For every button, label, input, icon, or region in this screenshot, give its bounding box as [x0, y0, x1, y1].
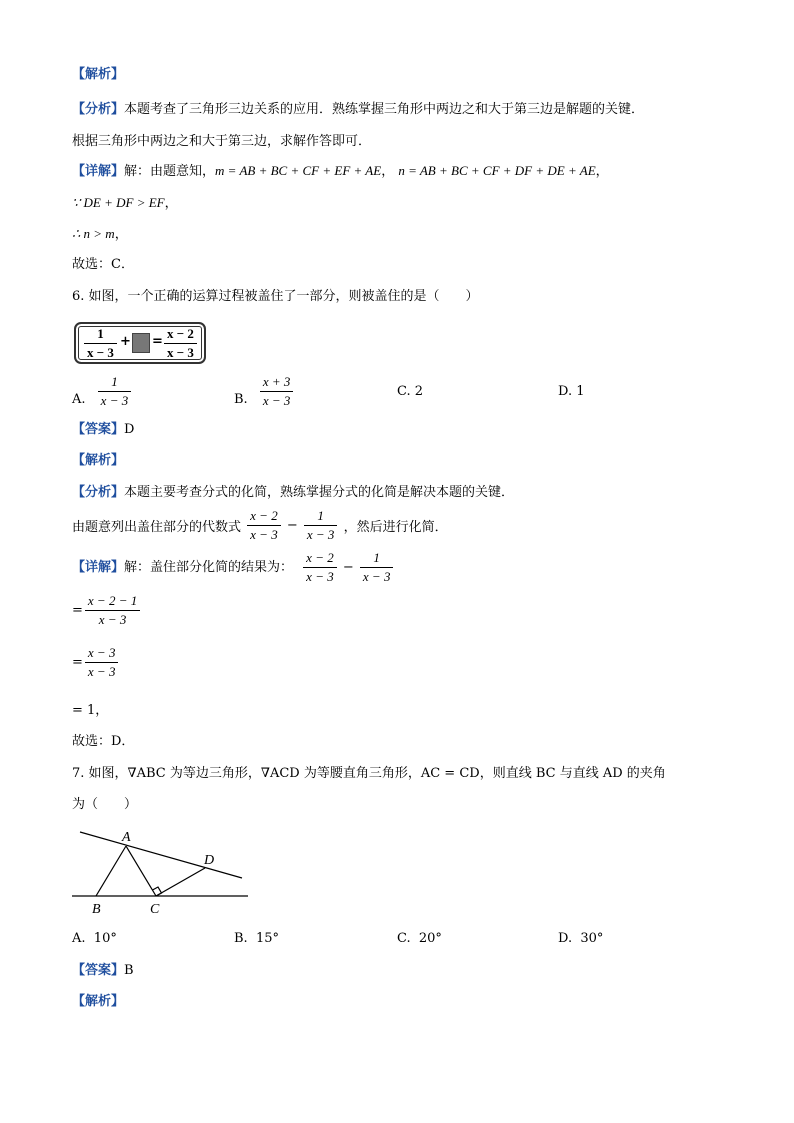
analysis-tag: 【分析】 [72, 102, 125, 117]
segment-ac [126, 846, 156, 896]
jiexi-heading-6: 【解析】 [72, 453, 125, 468]
question-7-line-2: 为（ ） [72, 797, 138, 812]
q7-option-a: A. 10° [72, 931, 117, 946]
because-line: ∵ DE + DF > EF， [72, 195, 178, 211]
jiexi-heading-7: 【解析】 [72, 994, 125, 1009]
detail-lead: 解：由题意知， [124, 164, 216, 179]
label-b: B [92, 902, 101, 917]
final-answer-6: 故选：D． [72, 734, 135, 749]
detail-line-6: 【详解】解：盖住部分化简的结果为： $\frac{x - 2}{x - 3}$ − $\frac{1}{x - 3}$ [72, 550, 395, 585]
analysis-line-6: 【分析】本题主要考查分式的化简，熟练掌握分式的化简是解决本题的关键． [72, 485, 515, 500]
answer-line-6: 【答案】D [72, 422, 135, 437]
q7-option-d: D. 30° [558, 931, 604, 946]
step-2: = $\frac{x - 3}{x - 3}$ [72, 645, 120, 680]
label-d: D [204, 853, 215, 868]
covered-block [132, 333, 150, 353]
covered-expression-card: $\frac{1}{x - 3}$ + = $\frac{x - 2}{x - 3}$ [74, 322, 206, 364]
m-expression: m = AB + BC + CF + EF + AE [215, 163, 382, 178]
setup-line-6: 由题意列出盖住部分的代数式 $\frac{x - 2}{x - 3}$ − $\frac{1}{x - 3}$ ，然后进行化简． [72, 508, 448, 542]
triangle-figure [70, 826, 260, 918]
answer-line-7: 【答案】B [72, 963, 134, 978]
step-1: = $\frac{x - 2 - 1}{x - 3}$ [72, 593, 142, 628]
question-7-line-1: 7. 如图，∇ABC 为等边三角形，∇ACD 为等腰直角三角形，AC = CD，则直线 BC 与直线 AD 的夹角 [72, 766, 666, 781]
question-6: 6. 如图，一个正确的运算过程被盖住了一部分，则被盖住的是（ ） [72, 289, 479, 304]
q6-option-b: B. $\frac{x + 3}{x - 3}$ [234, 374, 295, 409]
jiexi-heading-5: 【解析】 [72, 67, 125, 82]
label-a: A [122, 830, 131, 845]
q6-option-d: D. 1 [558, 384, 585, 399]
detail-tag: 【详解】 [72, 164, 125, 179]
q7-option-b: B. 15° [234, 931, 279, 946]
q7-option-c: C. 20° [397, 931, 442, 946]
line-ad [80, 832, 242, 878]
analysis-line-5 [72, 101, 644, 119]
analysis-text: 本题考查了三角形三边关系的应用．熟练掌握三角形中两边之和大于第三边是解题的关键． [124, 102, 645, 117]
n-expression: n = AB + BC + CF + DF + DE + AE [398, 163, 596, 178]
analysis-line-2: 根据三角形中两边之和大于第三边，求解作答即可． [72, 134, 372, 149]
answer-line-5: 故选：C． [72, 257, 134, 272]
step-3: = 1， [72, 703, 109, 718]
segment-ab [96, 846, 126, 896]
q6-option-c: C. 2 [397, 384, 424, 399]
segment-cd [156, 868, 205, 896]
q6-option-a: A. $\frac{1}{x - 3}$ [72, 374, 133, 409]
detail-line-5: 【详解】解：由题意知，m = AB + BC + CF + EF + AE， n = AB + BC + CF + DF + DE + AE， [72, 163, 609, 179]
therefore-line: ∴ n > m， [72, 226, 128, 242]
label-c: C [150, 902, 160, 917]
